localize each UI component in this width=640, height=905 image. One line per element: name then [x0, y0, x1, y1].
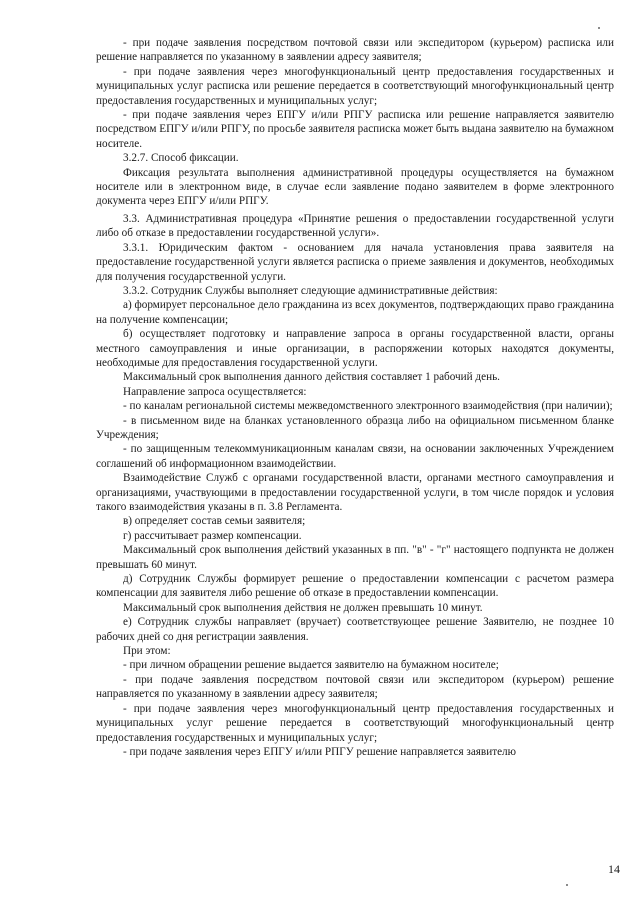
- paragraph-item-e: е) Сотрудник службы направляет (вручает) соответствующее решение Заявителю, не позднее 10 рабочих дней со дня регистрации заявления.: [96, 616, 614, 643]
- paragraph-item-d: д) Сотрудник Службы формирует решение о предоставлении компенсации с расчетом размера компенсации для заявителя либо решение об отказе в предоставлении компенсации.: [96, 573, 614, 600]
- paragraph-personal-delivery: - при личном обращении решение выдается заявителю на бумажном носителе;: [123, 659, 499, 672]
- paragraph-3-3-heading: 3.3. Административная процедура «Принятие решения о предоставлении государственной услуги либо об отказе в предоставлении государственной услуги».: [96, 212, 614, 240]
- paragraph-mail-delivery: - при подаче заявления посредством почтовой связи или экспедитором (курьером) расписка или решение направляется по указанному в заявлении адресу заявителя;: [96, 37, 614, 64]
- scan-speck: [566, 884, 568, 886]
- paragraph-epgu-decision: - при подаче заявления через ЕПГУ и/или РПГУ решение направляется заявителю: [123, 745, 516, 758]
- paragraph-3-2-7-heading: 3.2.7. Способ фиксации.: [123, 152, 239, 165]
- paragraph-channel-secure: - по защищенным телекоммуникационным каналам связи, на основании заключенных Учреждением соглашений об информационном взаимодействии.: [96, 443, 614, 470]
- paragraph-pri-etom: При этом:: [123, 645, 171, 658]
- document-body: [96, 36, 614, 759]
- paragraph-mail-decision: - при подаче заявления посредством почтовой связи или экспедитором (курьером) решение направляется по указанному в заявлении адресу заявителя;: [96, 673, 614, 701]
- paragraph-channel-paper: - в письменном виде на бланках установленного образца либо на официальном письменном бланке Учреждения;: [96, 414, 614, 441]
- paragraph-item-g: г) рассчитывает размер компенсации.: [123, 529, 302, 542]
- paragraph-channel-smev: - по каналам региональной системы межведомственного электронного взаимодействия (при наличии);: [123, 400, 613, 413]
- paragraph-max-term-60-min: Максимальный срок выполнения действий указанных в пп. "в" - "г" настоящего подпункта не должен превышать 60 минут.: [96, 544, 614, 571]
- paragraph-mfc-decision: - при подаче заявления через многофункциональный центр предоставления государственных и муниципальных услуг решение передается в соответствующий многофункциональный центр предоставления государственных и муниципальных услуг;: [96, 702, 614, 744]
- scan-speck: [598, 27, 600, 29]
- paragraph-3-3-2: 3.3.2. Сотрудник Службы выполняет следующие административные действия:: [123, 284, 498, 297]
- paragraph-item-v: в) определяет состав семьи заявителя;: [123, 515, 306, 528]
- paragraph-epgu-delivery: - при подаче заявления через ЕПГУ и/или РПГУ расписка или решение направляется заявителю посредством ЕПГУ и/или РПГУ, по просьбе заявителя расписка может быть выдана заявителю на бумажном носителе.: [96, 109, 614, 150]
- paragraph-3-3-1: 3.3.1. Юридическим фактом - основанием для начала установления права заявителя на предоставление государственной услуги является расписка о приеме заявления и документов, необходимых для получения государственной услуги.: [96, 241, 614, 283]
- paragraph-interaction: Взаимодействие Служб с органами государственной власти, органами местного самоуправления и организациями, участвующими в предоставлении государственной услуги, в том числе порядок и условия такого взаимодействия указаны в п. 3.8 Регламента.: [96, 472, 614, 513]
- paragraph-max-term-10-min: Максимальный срок выполнения действия не должен превышать 10 минут.: [123, 601, 483, 614]
- paragraph-item-b: б) осуществляет подготовку и направление запроса в органы государственной власти, органы местного самоуправления и иные организации, в распоряжении которых находятся документы, необходимые для предоставления государственной услуги.: [96, 328, 614, 369]
- paragraph-max-term-1-day: Максимальный срок выполнения данного действия составляет 1 рабочий день.: [123, 371, 500, 384]
- paragraph-fixation: Фиксация результата выполнения административной процедуры осуществляется на бумажном носителе или в электронном виде, в случае если заявление подано заявителем в форме электронного документа через ЕПГУ и/или РПГУ.: [96, 166, 614, 208]
- page-number: 14: [608, 862, 620, 876]
- paragraph-request-channels: Направление запроса осуществляется:: [123, 385, 307, 398]
- paragraph-mfc-delivery: - при подаче заявления через многофункциональный центр предоставления государственных и муниципальных услуг расписка или решение передается в соответствующий многофункциональный центр предоставления государственных и муниципальных услуг;: [96, 65, 614, 107]
- paragraph-item-a: а) формирует персональное дело гражданина из всех документов, подтверждающих право гражданина на получение компенсации;: [96, 299, 614, 326]
